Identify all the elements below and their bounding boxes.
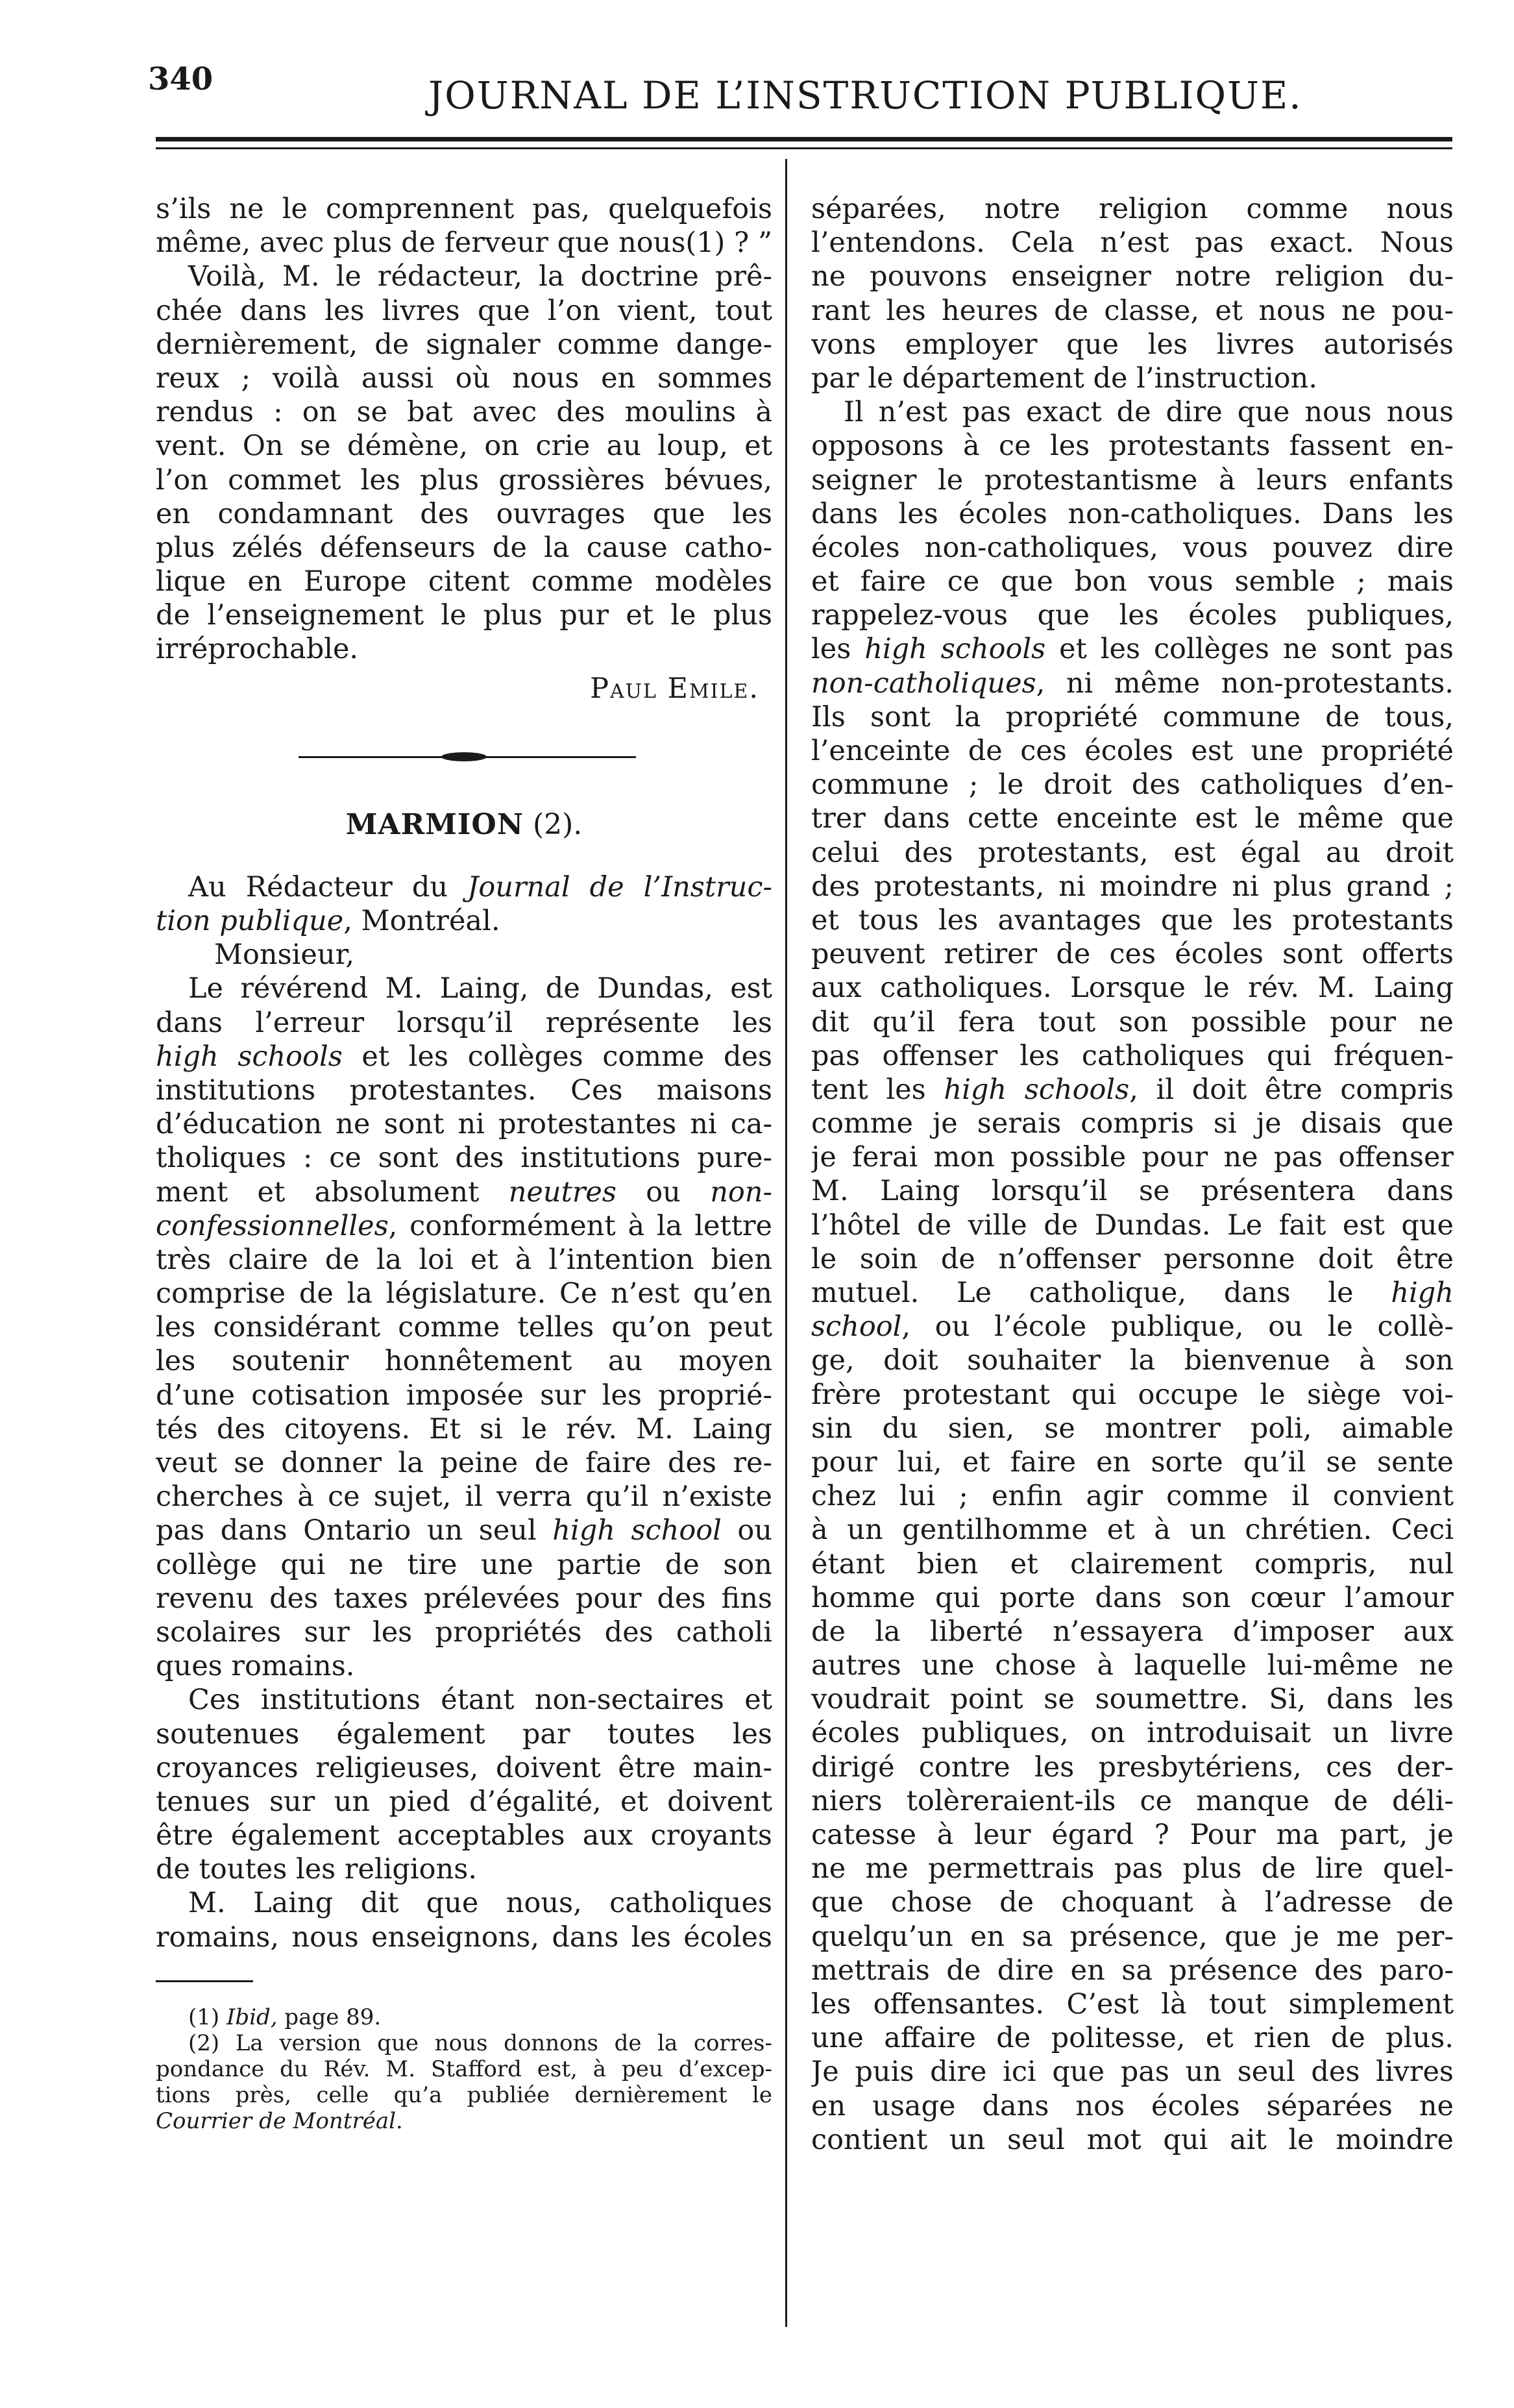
running-title: JOURNAL DE L’INSTRUCTION PUBLIQUE. [428,73,1302,117]
page-number: 340 [148,61,214,97]
text-line: d’éducation ne sont ni protestantes ni ca- [156,1108,772,1141]
text-line: très claire de la loi et à l’intention bien [156,1243,772,1276]
text-line: de toutes les religions. [156,1853,478,1886]
text-line: homme qui porte dans son cœur l’amour [811,1581,1454,1614]
text-block [811,1107,1454,1276]
text-line: (2) La version que nous donnons de la corres- [188,2030,772,2056]
salutation: Monsieur, [214,939,355,972]
text-line: ne me permettrais pas plus de lire quel- [811,1852,1454,1886]
text-line: l’on commet les plus grossières bévues, [156,463,772,497]
column-divider [785,159,787,2327]
text-line: et faire ce que bon vous semble ; mais [811,565,1454,598]
text-line: les offensantes. C’est là tout simplement [811,1987,1454,2021]
footnote [156,2030,772,2108]
text-line: croyances religieuses, doivent être main- [156,1751,772,1784]
ornament-divider [156,738,772,777]
text-line: l’enceinte de ces écoles est une propriété [811,735,1454,767]
text-line: pas offenser les catholiques qui fréquen- [811,1039,1454,1072]
text-line: niers tolèreraient-ils ce manque de déli- [811,1784,1454,1817]
text-line: de l’enseignement le plus pur et le plus [156,599,772,632]
text-line: collège qui ne tire une partie de son [156,1548,772,1581]
text-block [811,700,1454,1073]
text-line: en usage dans nos écoles séparées ne [811,2089,1454,2122]
paragraph [156,1683,772,1886]
footnotes [156,2004,772,2134]
text-line: vons employer que les livres autorisés [811,328,1454,361]
text-line: revenu des taxes prélevées pour des fins [156,1582,772,1615]
text-line: s’ils ne le comprennent pas, quelquefois [156,193,772,225]
text-line: je ferai mon possible pour ne pas offenser [811,1141,1454,1174]
text-line: comprise de la législature. Ce n’est qu’en [156,1277,772,1310]
text-line: le soin de n’offenser personne doit être [811,1242,1454,1275]
section-title: MARMION (2). [345,807,583,841]
text-line: les considérant comme telles qu’on peut [156,1311,772,1344]
text-line: l’hôtel de ville de Dundas. Le fait est que [811,1209,1454,1242]
signature: Paul Emile. [590,672,759,705]
text-line: Ils sont la propriété commune de tous, [811,700,1454,733]
text-line: des protestants, ni moindre ni plus grand ; [811,870,1454,903]
text-line: pour lui, et faire en sorte qu’il se sente [811,1445,1454,1479]
text-line: ques romains. [156,1650,355,1683]
text-line: les soutenir honnêtement au moyen [156,1345,772,1378]
text-line: plus zélés défenseurs de la cause catho- [156,531,772,564]
text-line: cherches à ce sujet, il verra qu’il n’existe [156,1480,772,1514]
footnote-line: Courrier de Montréal. [156,2107,403,2134]
text-line: les high schools et les collèges ne sont pas [811,633,1454,666]
text-line: ge, doit souhaiter la bienvenue à son [811,1344,1454,1377]
text-line: en condamnant des ouvrages que les [156,497,772,530]
text-line: frère protestant qui occupe le siège voi- [811,1378,1454,1411]
text-line: Le révérend M. Laing, de Dundas, est [188,972,772,1005]
text-line: institutions protestantes. Ces maisons [156,1074,772,1107]
text-line: ment et absolument neutres ou non- [156,1175,772,1209]
text-line: lique en Europe citent comme modèles [156,565,772,598]
text-line: veut se donner la peine de faire des re- [156,1447,772,1479]
text-line: tés des citoyens. Et si le rév. M. Laing [156,1412,772,1445]
text-line: irréprochable. [156,633,359,666]
text-line: scolaires sur les propriétés des catholi [156,1616,772,1649]
text-line: pas dans Ontario un seul high school ou [156,1514,772,1547]
address-line: Au Rédacteur du Journal de l’Instruc- [188,870,772,903]
text-line: dans les écoles non-catholiques. Dans les [811,497,1454,530]
text-line: non-catholiques, ni même non-protestants. [811,667,1454,700]
text-line: chée dans les livres que l’on vient, tout [156,294,772,327]
address-line: tion publique, Montréal. [156,905,500,937]
text-line: soutenues également par toutes les [156,1717,772,1751]
text-line: mutuel. Le catholique, dans le high [811,1277,1454,1309]
text-line: que chose de choquant à l’adresse de [811,1886,1454,1919]
text-line: M. Laing lorsqu’il se présentera dans [811,1175,1454,1208]
text-line: de la liberté n’essayera d’imposer aux [811,1615,1454,1648]
text-line: par le département de l’instruction. [811,362,1318,395]
text-line: reux ; voilà aussi où nous en sommes [156,362,772,395]
paragraph [811,395,1454,632]
text-line: autres une chose à laquelle lui-même ne [811,1649,1454,1682]
text-block [811,1344,1454,2157]
text-line: celui des protestants, est égal au droit [811,836,1454,869]
text-line: rendus : on se bat avec des moulins à [156,396,772,429]
text-line: même, avec plus de ferveur que nous(1) ? ” [156,227,772,260]
text-line: et tous les avantages que les protestants [811,903,1454,937]
text-line: ne pouvons enseigner notre religion du- [811,260,1454,293]
text-line: trer dans cette enceinte est le même que [811,802,1454,835]
text-line: être également acceptables aux croyants [156,1819,772,1852]
text-line: écoles publiques, on introduisait un livre [811,1717,1454,1750]
footnote-rule [156,1980,253,1982]
header-rule-thin [156,147,1452,149]
text-line: pondance du Rév. M. Stafford est, à peu d’excep- [156,2056,772,2082]
text-line: Je puis dire ici que pas un seul des livres [811,2056,1454,2089]
text-line: dit qu’il fera tout son possible pour ne [811,1005,1454,1038]
text-line: contient un seul mot qui ait le moindre [811,2123,1454,2156]
text-line: d’une cotisation imposée sur les proprié- [156,1379,772,1412]
text-line: rappelez-vous que les écoles publiques, [811,599,1454,632]
text-line: peuvent retirer de ces écoles sont offerts [811,938,1454,971]
text-line: high schools et les collèges comme des [156,1040,772,1073]
text-line: quelqu’un en sa présence, que je me per- [811,1920,1454,1953]
left-column [156,192,772,2134]
right-column [811,192,1454,2157]
text-line: dernièrement, de signaler comme dange- [156,328,772,361]
text-line: tholiques : ce sont des institutions pure- [156,1142,772,1175]
text-line: étant bien et clairement compris, nul [811,1547,1454,1580]
text-line: l’entendons. Cela n’est pas exact. Nous [811,227,1454,260]
text-line: voudrait point se soumettre. Si, dans les [811,1683,1454,1716]
text-line: Il n’est pas exact de dire que nous nous [844,396,1454,429]
text-line: sin du sien, se montrer poli, aimable [811,1412,1454,1445]
text-line: vent. On se démène, on crie au loup, et [156,430,772,463]
text-line: school, ou l’école publique, ou le collè- [811,1310,1454,1344]
text-line: mettrais de dire en sa présence des paro- [811,1954,1454,1987]
left-column-top-text [156,192,772,667]
text-line: seigner le protestantisme à leurs enfants [811,463,1454,497]
paragraph [156,1886,772,1954]
footnote: (1) Ibid, page 89. [188,2004,382,2030]
text-line: romains, nous enseignons, dans les écoles [156,1921,772,1954]
text-line: dirigé contre les presbytériens, ces der- [811,1751,1454,1784]
paragraph [811,192,1454,395]
text-line: Ces institutions étant non-sectaires et [188,1684,772,1717]
text-line: à un gentilhomme et à un chrétien. Ceci [811,1514,1454,1547]
text-line: confessionnelles, conformément à la lettre [156,1209,772,1242]
text-line: commune ; le droit des catholiques d’en- [811,768,1454,802]
text-line: chez lui ; enfin agir comme il convient [811,1480,1454,1513]
text-line: une affaire de politesse, et rien de plus. [811,2022,1454,2055]
text-line: tenues sur un pied d’égalité, et doivent [156,1785,772,1818]
text-line: catesse à leur égard ? Pour ma part, je [811,1819,1454,1851]
text-line: séparées, notre religion comme nous [811,193,1454,225]
text-line: comme je serais compris si je disais que [811,1107,1454,1140]
text-line: opposons à ce les protestants fassent en- [811,430,1454,463]
text-line: aux catholiques. Lorsque le rév. M. Laing [811,972,1454,1005]
header-rule-thick [156,137,1452,141]
text-line: écoles non-catholiques, vous pouvez dire [811,531,1454,564]
text-line: M. Laing dit que nous, catholiques [188,1887,772,1920]
text-line: tent les high schools, il doit être compris [811,1073,1454,1106]
text-line: rant les heures de classe, et nous ne pou- [811,294,1454,327]
text-line: Voilà, M. le rédacteur, la doctrine prê- [188,260,772,293]
text-line: tions près, celle qu’a publiée dernièrement le [156,2082,772,2108]
text-line: dans l’erreur lorsqu’il représente les [156,1006,772,1039]
